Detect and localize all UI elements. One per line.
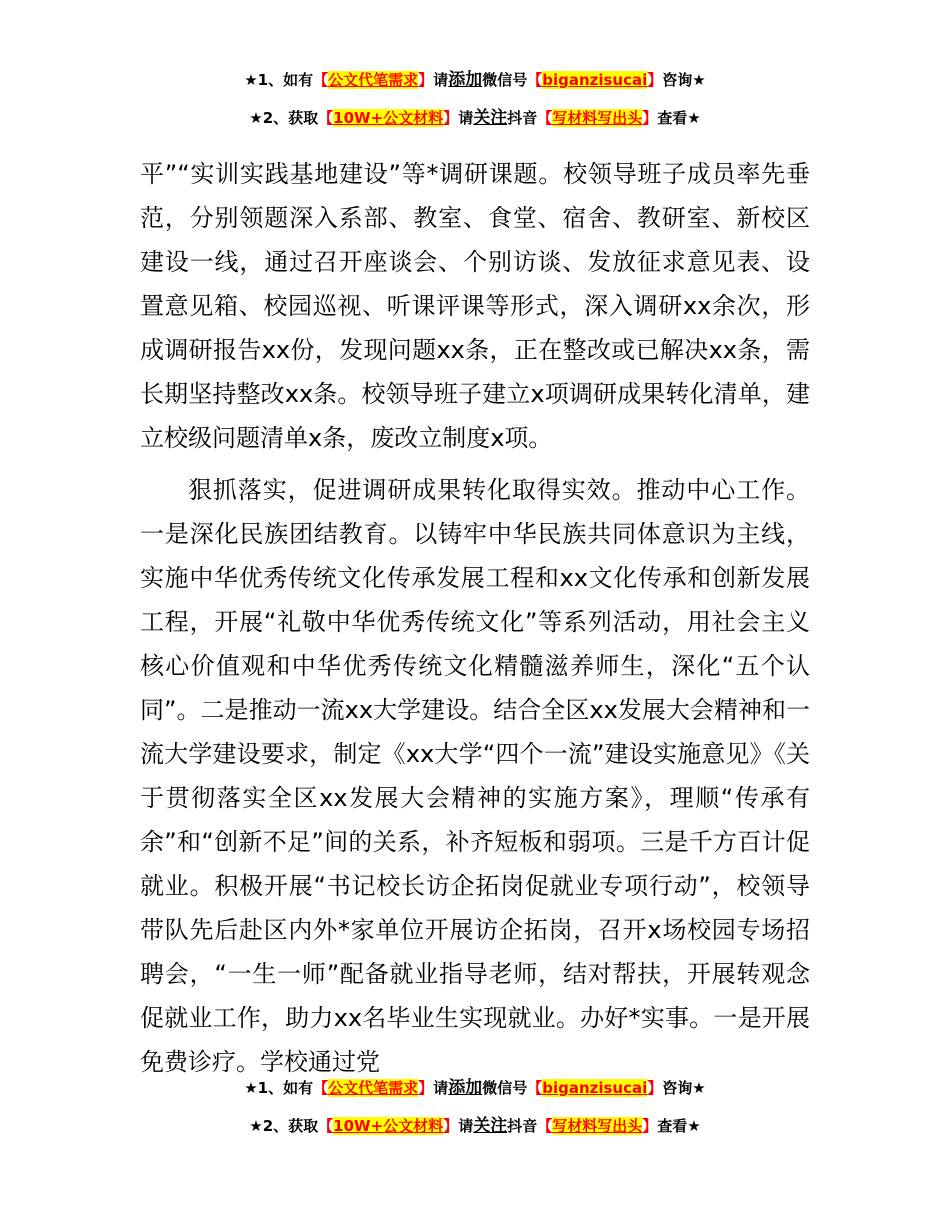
bracket-close: 】 [647,71,663,89]
banner-mid: 抖音 [507,1117,538,1135]
bracket-close: 】 [443,1117,459,1135]
banner-emphasis: 关注 [473,1116,508,1136]
banner-mid: 请 [458,109,474,127]
highlight-wechat-id: biganzisucai [542,71,648,89]
bracket-open: 【 [313,1079,329,1097]
bracket-close: 】 [418,71,434,89]
bracket-open: 【 [318,1117,334,1135]
banner-suffix: 咨询★ [662,71,706,89]
banner-mid: 请 [458,1117,474,1135]
banner-emphasis: 关注 [473,108,508,128]
bracket-close: 】 [418,1079,434,1097]
highlight-materials: 10W+公文材料 [333,109,444,127]
highlight-wechat-id: biganzisucai [542,1079,648,1097]
document-body [140,152,810,1084]
banner-mid: 微信号 [482,1079,528,1097]
header-banner-line-2 [0,108,950,128]
banner-mid: 微信号 [482,71,528,89]
bracket-close: 】 [642,1117,658,1135]
paragraph-1: 平”“实训实践基地建设”等*调研课题。校领导班子成员率先垂范，分别领题深入系部、教室、食堂、宿舍、教研室、新校区建设一线，通过召开座谈会、个别访谈、发放征求意见表、设置意见箱、校园巡视、听课评课等形式，深入调研xx余次，形成调研报告xx份，发现问题xx条，正在整改或已解决xx条，需长期坚持整改xx条。校领导班子建立x项调研成果转化清单，建立校级问题清单x条，废改立制度x项。 [140,160,810,452]
banner-suffix: 咨询★ [662,1079,706,1097]
banner-mid: 请 [433,1079,449,1097]
highlight-service: 公文代笔需求 [328,1079,419,1097]
bracket-close: 】 [443,109,459,127]
bracket-open: 【 [537,109,553,127]
bracket-open: 【 [527,1079,543,1097]
highlight-materials: 10W+公文材料 [333,1117,444,1135]
banner-prefix: ★2、获取 [249,109,319,127]
bracket-close: 】 [642,109,658,127]
banner-mid: 请 [433,71,449,89]
highlight-douyin-account: 写材料写出头 [552,1117,643,1135]
footer-banner-line-1 [0,1078,950,1098]
banner-prefix: ★2、获取 [249,1117,319,1135]
banner-mid: 抖音 [507,109,538,127]
highlight-douyin-account: 写材料写出头 [552,109,643,127]
banner-emphasis: 添加 [448,70,483,90]
bracket-open: 【 [313,71,329,89]
banner-emphasis: 添加 [448,1078,483,1098]
banner-suffix: 查看★ [657,1117,701,1135]
bracket-open: 【 [527,71,543,89]
header-banner-line-1 [0,70,950,90]
bracket-close: 】 [647,1079,663,1097]
highlight-service: 公文代笔需求 [328,71,419,89]
banner-prefix: ★1、如有 [244,71,314,89]
bracket-open: 【 [537,1117,553,1135]
footer-banner-line-2 [0,1116,950,1136]
banner-suffix: 查看★ [657,109,701,127]
paragraph-2: 狠抓落实，促进调研成果转化取得实效。推动中心工作。一是深化民族团结教育。以铸牢中华民族共同体意识为主线，实施中华优秀传统文化传承发展工程和xx文化传承和创新发展工程，开展“礼敬中华优秀传统文化”等系列活动，用社会主义核心价值观和中华优秀传统文化精髓滋养师生，深化“五个认同”。二是推动一流xx大学建设。结合全区xx发展大会精神和一流大学建设要求，制定《xx大学“四个一流”建设实施意见》《关于贯彻落实全区xx发展大会精神的实施方案》，理顺“传承有余”和“创新不足”间的关系，补齐短板和弱项。三是千方百计促就业。积极开展“书记校长访企拓岗促就业专项行动”，校领导带队先后赴区内外*家单位开展访企拓岗，召开x场校园专场招聘会，“一生一师”配备就业指导老师，结对帮扶，开展转观念促就业工作，助力xx名毕业生实现就业。办好*实事。一是开展免费诊疗。学校通过党 [140,476,810,1076]
banner-prefix: ★1、如有 [244,1079,314,1097]
bracket-open: 【 [318,109,334,127]
